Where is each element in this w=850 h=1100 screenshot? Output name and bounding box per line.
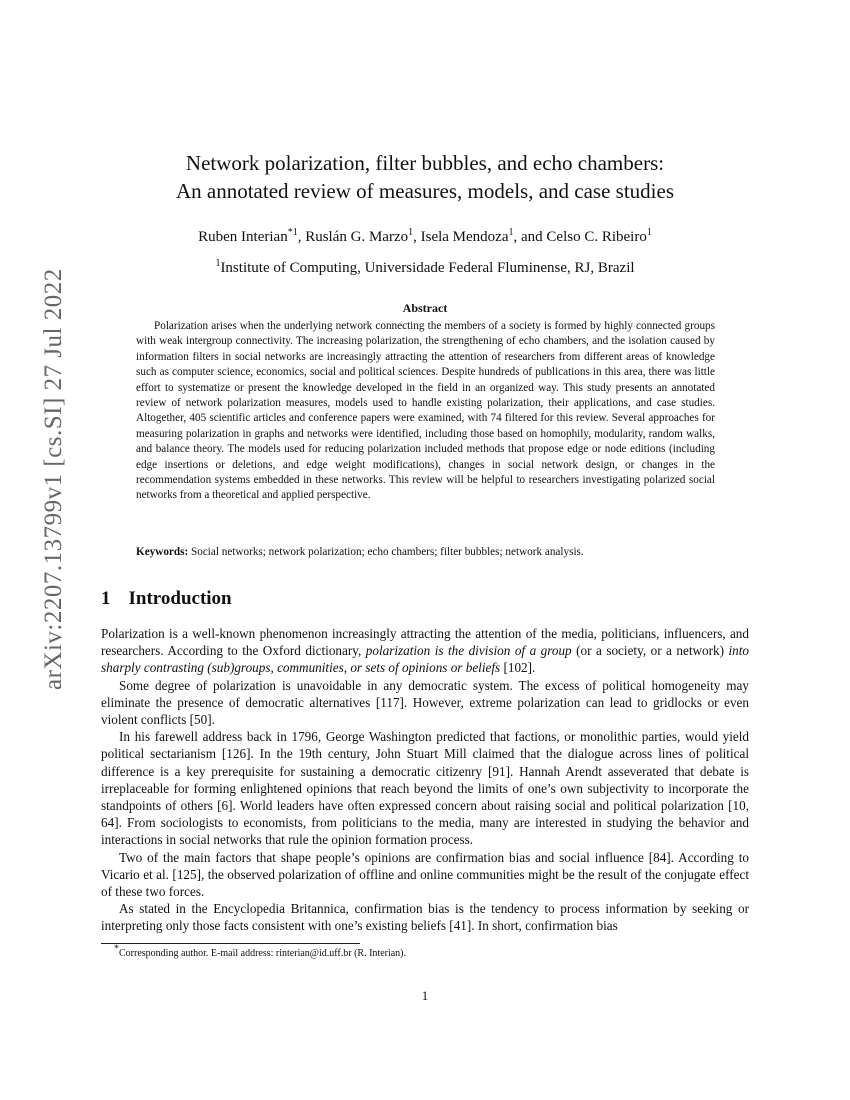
keywords — [136, 546, 736, 558]
intro-emphasis: into sharply contrasting (sub)groups, communities, or sets of opinions or beliefs — [101, 643, 749, 676]
footnote-text: Corresponding author. E-mail address: rinterian@id.uff.br (R. Interian). — [119, 948, 407, 959]
intro-paragraph: Two of the main factors that shape people’s opinions are confirmation bias and social influence [84]. According to Vicario et al. [125], the observed polarization of offline and online communities might be the result of the conjugate effect of these two forces. — [101, 849, 749, 900]
section-heading — [101, 588, 232, 610]
abstract-heading: Abstract — [402, 301, 448, 315]
affiliation — [100, 260, 750, 277]
author-mark: 1 — [408, 227, 414, 238]
author-name: Ruslán G. Marzo — [305, 229, 409, 245]
author-separator: , — [297, 229, 306, 245]
section-title: Introduction — [128, 588, 232, 609]
intro-text: [102]. — [500, 660, 536, 676]
author-name: Isela Mendoza — [420, 229, 509, 245]
author-mark: *1 — [287, 227, 298, 238]
section-number: 1 — [101, 588, 111, 609]
intro-emphasis: polarization is the division of a group — [365, 643, 572, 659]
author-mark: 1 — [508, 227, 514, 238]
affiliation-text: Institute of Computing, Universidade Federal Fluminense, RJ, Brazil — [220, 260, 635, 276]
intro-text: Polarization is a well-known phenomenon increasingly attracting the attention of the media, politicians, influencers, and researchers. According to the Oxford dictionary, — [101, 626, 749, 659]
author-separator: , and — [513, 229, 547, 245]
author-list — [100, 229, 750, 246]
author-name: Celso C. Ribeiro — [546, 229, 647, 245]
footnote-mark: * — [114, 943, 119, 955]
author-mark: 1 — [646, 227, 652, 238]
footnote — [114, 943, 714, 959]
keywords-text: Social networks; network polarization; echo chambers; filter bubbles; network analysis. — [191, 546, 584, 558]
intro-text: (or a society, or a network) — [571, 643, 729, 659]
footnote-rule — [101, 943, 360, 944]
affiliation-mark: 1 — [215, 258, 221, 269]
intro-paragraph: In his farewell address back in 1796, George Washington predicted that factions, or monolithic parties, would yield political sectarianism [126]. In the 19th century, John Stuart Mill claimed that the dialogue across lines of political difference is a key prerequisite for sustaining a democratic citizenry [91]. Hannah Arendt asseverated that debate is irreplaceable for forming enlightened opinions that reach beyond the limits of one’s own subjectivity to incorporate the standpoints of others [6]. World leaders have often expressed concern about raising social and political polarization [10, 64]. From sociologists to economists, from politicians to the media, many are interested in studying the behavior and interactions in social networks that rule the opinion formation process. — [101, 729, 749, 848]
intro-paragraph — [101, 625, 749, 677]
title-line-2: An annotated review of measures, models, and case studies — [175, 179, 674, 203]
keywords-label: Keywords: — [136, 546, 189, 558]
abstract-body: Polarization arises when the underlying network connecting the members of a society is formed by highly connected groups with weak intergroup connectivity. The increasing polarization, the strengthening of echo chambers, and the isolation caused by information filters in social networks are increasingly attracting the attention of researchers from different areas of knowledge such as computer science, economics, social and political sciences. Despite hundreds of publications in this area, there was little effort to systematize or present the knowledge developed in the field in an organized way. This study presents an annotated review of network polarization measures, models used to handle existing polarization, their applications, and case studies. Altogether, 405 scientific articles and conference papers were examined, with 74 filtered for this review. Several approaches for measuring polarization in graphs and networks were identified, including those based on homophily, modularity, random walks, and balance theory. The models used for reducing polarization included methods that propose edge or node editions (including edge insertions or deletions, and edge weight modifications), changes in social network design, or changes in the recommendation systems embedded in these networks. This review will be helpful to researchers investigating polarized social networks from a theoretical and applied perspective. — [136, 320, 715, 502]
arxiv-identifier: arXiv:2207.13799v1 [cs.SI] 27 Jul 2022 — [40, 268, 67, 690]
author-name: Ruben Interian — [198, 229, 288, 245]
paper-title — [100, 149, 750, 205]
intro-paragraph: Some degree of polarization is unavoidable in any democratic system. The excess of political homogeneity may eliminate the presence of democratic alternatives [117]. However, extreme polarization can lead to gridlocks or even violent conflicts [50]. — [101, 677, 749, 728]
title-line-1: Network polarization, filter bubbles, and echo chambers: — [185, 151, 665, 175]
page-number: 1 — [421, 988, 429, 1003]
author-separator: , — [413, 229, 421, 245]
intro-body — [101, 625, 749, 935]
intro-paragraph: As stated in the Encyclopedia Britannica, confirmation bias is the tendency to process information by seeking or interpreting only those facts consistent with one’s existing beliefs [41]. In short, confirmation bias — [101, 901, 749, 934]
